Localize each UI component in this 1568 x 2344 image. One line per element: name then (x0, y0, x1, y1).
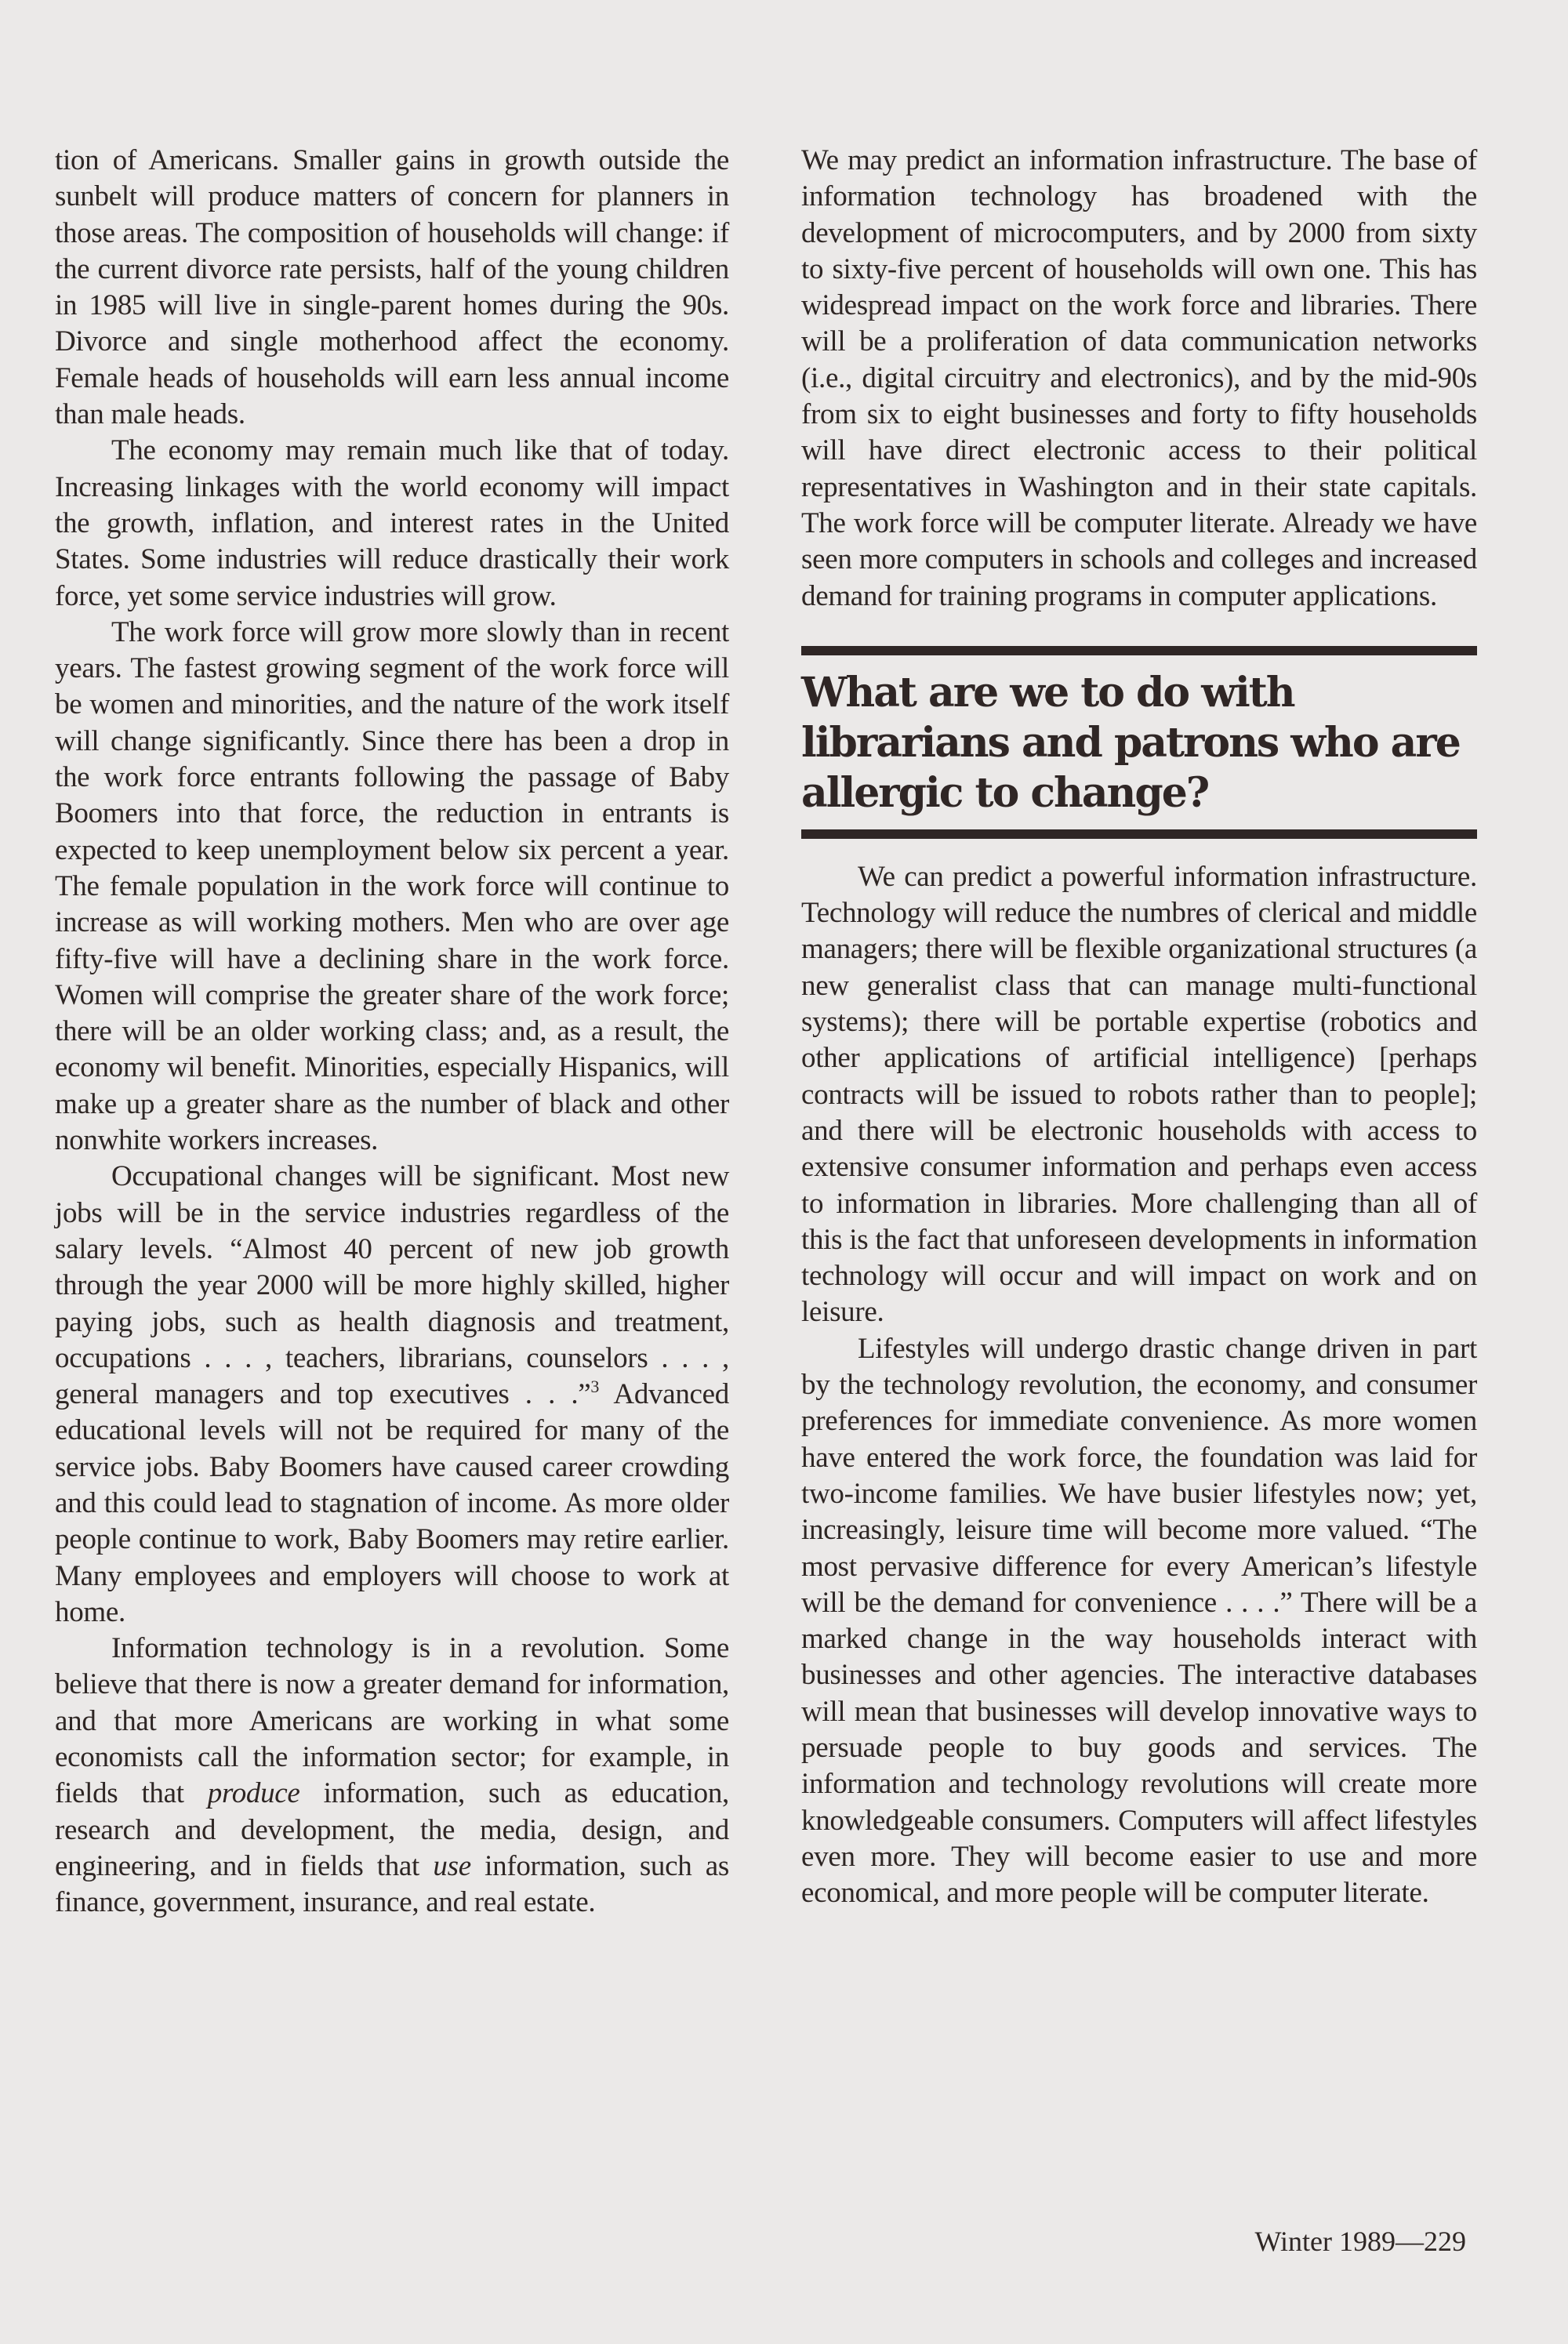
pull-quote (801, 646, 1477, 839)
page-folio: Winter 1989—229 (1254, 2226, 1466, 2257)
info-tech-text-e: information, such as finance, government, insurance, and real estate. (55, 1849, 730, 1919)
paragraph-work-force: The work force will grow more slowly than in recent years. The fastest growing segment of the work force will be women and minorities, and the nature of the work itself will change significantly. Since there has been a drop in the work force entrants following the passage of Baby Boomers into that force, the reduction in entrants is expected to keep unemployment below six percent a year. The female population in the work force will continue to increase as will working mothers. Men who are over age fifty-five will have a declining share in the work force. Women will comprise the greater share of the work force; there will be an older working class; and, as a result, the economy wil benefit. Minorities, especially Hispanics, will make up a greater share as the number of black and other nonwhite workers increases. (55, 615, 729, 1157)
italic-word-use: use (433, 1849, 471, 1882)
paragraph-information-technology (55, 1631, 729, 1921)
paragraph-occupational-changes (55, 1159, 729, 1631)
footnote-reference: 3 (590, 1377, 600, 1397)
info-tech-text-c: information, such as education, research and development, the media, design, and engineering, and in fields that (55, 1777, 729, 1882)
paragraph-information-infrastructure: We may predict an information infrastructure. The base of information technology has broadened with the development of microcomputers, and by 2000 from sixty to sixty-five percent of households will own one. This has widespread impact on the work force and libraries. There will be a proliferation of data communication networks (i.e., digital circuitry and electronics), and by the mid-90s from six to eight businesses and forty to fifty households will have direct electronic access to their political representatives in Washington and in their state capitals. The work force will be computer literate. Already we have seen more computers in schools and colleges and increased demand for training programs in computer applications. (801, 144, 1477, 612)
paragraph-powerful-infrastructure: We can predict a powerful information infrastructure. Technology will reduce the numbres of clerical and middle managers; there will be flexible organizational structures (a new generalist class that can manage multi-functional systems); there will be portable expertise (robotics and other applications of artificial intelligence) [perhaps contracts will be issued to robots rather than to people]; and there will be electronic households with access to extensive consumer information and perhaps even access to information in libraries. More challenging than all of this is the fact that unforeseen developments in information technology will occur and will impact on work and on leisure. (801, 860, 1477, 1329)
pull-quote-text: What are we to do with librarians and patrons who are allergic to change? (801, 668, 1460, 817)
paragraph-population-households: tion of Americans. Smaller gains in growth outside the sunbelt will produce matters of concern for planners in those areas. The composition of households will change: if the current divorce rate persists, half of the young children in 1985 will live in single-parent homes during the 90s. Divorce and single motherhood affect the economy. Female heads of households will earn less annual income than male heads. (55, 144, 729, 431)
occupational-text-before-footnote: Occupational changes will be significant. Most new jobs will be in the service industries regardless of the salary levels. “Almost 40 percent of new job growth through the year 2000 will be more highly skilled, higher paying jobs, such as health diagnosis and treatment, occupations . . . , teachers, librarians, counselors . . . , general managers and top executives . . .” (55, 1160, 729, 1411)
paragraph-lifestyles: Lifestyles will undergo drastic change driven in part by the technology revolution, the economy, and consumer preferences for immediate convenience. As more women have entered the work force, the foundation was laid for two-income families. We have busier lifestyles now; yet, increasingly, leisure time will become more valued. “The most pervasive difference for every American’s lifestyle will be the demand for convenience . . . .” There will be a marked change in the way households interact with businesses and other agencies. The interactive databases will mean that businesses will develop innovative ways to persuade people to buy goods and services. The information and technology revolutions will create more knowledgeable consumers. Computers will affect lifestyles even more. They will become easier to use and more economical, and more people will be computer literate. (801, 1332, 1477, 1910)
occupational-text-after-footnote: Advanced educational levels will not be required for many of the service jobs. Baby Boomers have caused career crowding and this could lead to stagnation of income. As more older people continue to work, Baby Boomers may retire earlier. Many employees and employers will choose to work at home. (55, 1378, 729, 1628)
italic-word-produce: produce (207, 1777, 300, 1810)
info-tech-text-a: Information technology is in a revolution. Some believe that there is now a greater demand for information, and that more Americans are working in what some economists call the information sector; for example, in fields that (55, 1632, 729, 1810)
paragraph-economy: The economy may remain much like that of today. Increasing linkages with the world economy will impact the growth, inflation, and interest rates in the United States. Some industries will reduce drastically their work force, yet some service industries will grow. (55, 434, 729, 612)
right-column (801, 143, 1477, 1911)
left-column (55, 143, 729, 1921)
